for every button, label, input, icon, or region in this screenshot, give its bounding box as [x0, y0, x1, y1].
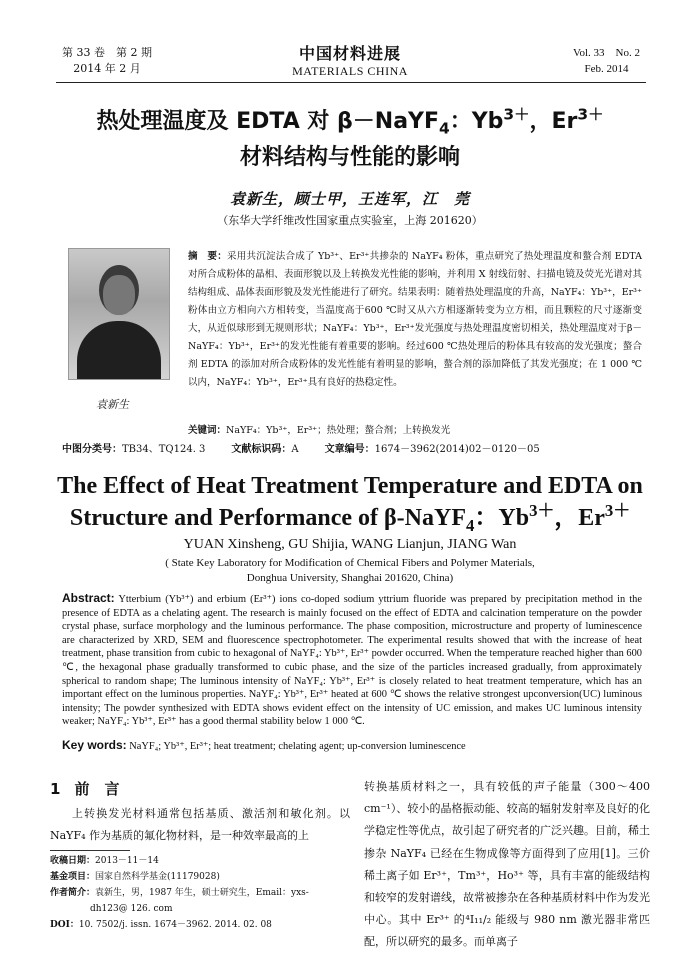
affiliation-en-line1: ( State Key Laboratory for Modification of Chemical Fibers and Polymer Materials, — [165, 557, 535, 569]
volume-issue-zh: 第 33 卷 第 2 期 — [62, 46, 152, 59]
doc-code-label: 文献标识码： — [231, 444, 292, 455]
header-volume-en — [573, 45, 640, 77]
title-zh-part-a: 热处理温度及 EDTA 对 β－NaYF — [96, 109, 440, 134]
superscript-3plus: 3＋ — [604, 501, 631, 520]
abstract-en — [62, 592, 642, 729]
received-label: 收稿日期： — [50, 856, 96, 866]
volume-issue-en: Vol. 33 No. 2 — [572, 47, 640, 59]
footnote-doi — [50, 917, 350, 933]
fund-label: 基金项目： — [50, 872, 96, 882]
abstract-zh-text: 采用共沉淀法合成了 Yb³⁺、Er³⁺共掺杂的 NaYF₄ 粉体，重点研究了热处理温度和螯合剂 EDTA 对所合成粉体的晶相、表面形貌以及上转换发光性能的影响，并利用 X 射线衍射、扫描电镜及荧光光谱对其结构组成、晶体表面形貌及发光性能进行了研究。结果表明：随着热处理温度的升高，NaYF₄：Yb³⁺，Er³⁺粉体由立方相向六方相转变，当温度高于600 ℃时又从六方相逐渐转变为立方相，而且颗粒的尺寸逐渐变大，从近似球形到无规则形状；NaYF₄：Yb³⁺，Er³⁺发光强度与热处理温度密切相关，热处理温度对于β－NaYF₄：Yb³⁺，Er³⁺的发光性能有着重要的影响。经过600 ℃热处理后的粉体具有较高的发光强度；螯合剂 EDTA 的添加对所合成粉体的发光性能有着明显的影响，螯合剂的添加降低了其发光强度；在 1 000 ℃以内，NaYF₄：Yb³⁺，Er³⁺具有良好的热稳定性。 — [188, 251, 642, 388]
keywords-en-label: Key words: — [62, 738, 127, 752]
title-en-line1: The Effect of Heat Treatment Temperature and EDTA on — [57, 473, 643, 499]
clc-value: TB34、TQ124. 3 — [122, 444, 206, 455]
section-number: 1 — [50, 780, 61, 798]
classification-line — [62, 441, 652, 459]
title-en — [0, 470, 700, 534]
doi-value: 10. 7502/j. issn. 1674－3962. 2014. 02. 08 — [78, 920, 272, 930]
date-en: Feb. 2014 — [584, 63, 629, 75]
footnote-received — [50, 853, 350, 869]
title-en-line2 — [0, 502, 700, 534]
keywords-en-text: NaYF₄; Yb³⁺, Er³⁺; heat treatment; chelating agent; up-conversion luminescence — [126, 741, 466, 752]
keywords-en — [62, 738, 642, 754]
title-zh-line2: 材料结构与性能的影响 — [239, 145, 460, 170]
superscript-3plus: 3＋ — [577, 105, 604, 124]
abstract-zh — [188, 248, 642, 392]
author-bio-value: 袁新生，男，1987 年生，硕士研究生，Email：yxs- — [95, 888, 309, 898]
author-email-continuation: dh123@ 126. com — [90, 904, 173, 914]
title-en-part-c: ，Er — [554, 505, 605, 531]
footnote-fund — [50, 869, 350, 885]
affiliation-en-line2: Donghua University, Shanghai 201620, China) — [246, 572, 454, 584]
abstract-en-text: Ytterbium (Yb³⁺) and erbium (Er³⁺) ions co-doped sodium yttrium fluoride was prepared by precipitation method in the presence of EDTA as a chelating agent. The research is mainly focused on the effect of EDTA and calcination temperature on the powder crystal phase, surface morphology and the luminous performance. The phase composition, microstructure and property of luminescence are characterized by XRD, SEM and fluorescence spectrophotometer. The experimental results showed that with the increase of heat treatment, phase transition from cubic to hexagonal of NaYF₄: Yb³⁺, Er³⁺ powder occurred. When the temperature reached higher than 600 ℃, the hexagonal phase gradually transformed to cubic phase, and the size of the particles increased gradually, from approximately spherical to random shape; The luminous intensity of NaYF₄: Yb³⁺, Er³⁺ is closely related to heat treatment temperature, which has an important effect on the luminous properties. NaYF₄: Yb³⁺, Er³⁺ heated at 600 ℃ shows the relative strongest upconversion(UC) luminous intensity; The powder synthesized with EDTA shows evident effect on the intensity of UC emission, and makes UC luminous intensity weaker; NaYF₄: Yb³⁺, Er³⁺ has a good thermal stability below 1 000 ℃. — [62, 594, 642, 728]
title-en-part-b: ：Yb — [474, 505, 530, 531]
photo-caption: 袁新生 — [96, 398, 129, 411]
footnote-divider — [50, 850, 130, 851]
keywords-zh-label: 关键词： — [188, 425, 227, 436]
section-title: 前 言 — [74, 780, 120, 798]
affiliation-en — [0, 556, 700, 586]
title-en-part-a: Structure and Performance of β-NaYF — [69, 505, 466, 531]
abstract-zh-label: 摘 要： — [188, 251, 227, 262]
header-divider — [56, 82, 646, 83]
section-heading — [50, 778, 119, 799]
subscript-4: 4 — [439, 119, 450, 138]
abstract-en-label: Abstract: — [62, 591, 115, 605]
title-zh-part-c: ，Er — [529, 109, 578, 134]
authors-zh: 袁新生，顾士甲，王连军，江 莞 — [229, 190, 470, 208]
journal-name-en: MATERIALS CHINA — [292, 64, 408, 78]
footnote-author — [50, 885, 350, 917]
author-photo — [68, 248, 170, 380]
superscript-3plus: 3＋ — [529, 501, 555, 520]
body-left-paragraph: 上转换发光材料通常包括基质、激活剂和敏化剂。以 NaYF₄ 作为基质的氟化物材料，是一种效率最高的上 — [50, 807, 350, 842]
doc-code-value: A — [291, 444, 299, 455]
title-zh-part-b: ：Yb — [449, 109, 504, 134]
title-zh-line1 — [0, 104, 700, 140]
clc-label: 中图分类号： — [62, 444, 122, 455]
body-right-paragraph: 转换基质材料之一，具有较低的声子能量（300～400 cm⁻¹）、较小的晶格振动能、较高的辐射发射率及良好的化学稳定性等优点，故引起了研究者的广泛兴趣。目前，稀土掺杂 NaYF₄ 已经在生物成像等方面得到了应用[1]。三价稀土离子如 Er³⁺，Tm³⁺，Ho³⁺ 等，具有丰富的能级结构和较窄的发射谱线，故常被掺杂在各种基质材料中作为发光中心。其中 Er³⁺ 的⁴I₁₁/₂ 能级与 980 nm 激光器非常匹配，所以研究的最多。而单离子 — [364, 780, 650, 949]
affiliation-zh: （东华大学纤维改性国家重点实验室，上海 201620） — [217, 214, 483, 227]
keywords-zh — [188, 422, 642, 440]
journal-name-zh: 中国材料进展 — [298, 44, 401, 63]
keywords-zh-text: NaYF₄：Yb³⁺，Er³⁺；热处理；螯合剂；上转换发光 — [226, 425, 451, 436]
author-bio-label: 作者简介： — [50, 888, 96, 898]
doi-label: DOI： — [50, 920, 79, 930]
date-zh: 2014 年 2 月 — [73, 62, 141, 75]
subscript-4: 4 — [465, 515, 475, 535]
fund-value: 国家自然科学基金(11179028) — [95, 872, 220, 882]
photo-body-shape — [77, 321, 161, 380]
article-no-label: 文章编号： — [324, 444, 375, 455]
authors-en: YUAN Xinsheng, GU Shijia, WANG Lianjun, JIANG Wan — [183, 537, 517, 552]
photo-face-shape — [103, 275, 135, 315]
received-value: 2013－11－14 — [95, 856, 159, 866]
article-no-value: 1674－3962(2014)02－0120－05 — [374, 444, 540, 455]
footnotes — [50, 853, 350, 933]
title-zh — [0, 104, 700, 176]
superscript-3plus: 3＋ — [503, 105, 530, 124]
